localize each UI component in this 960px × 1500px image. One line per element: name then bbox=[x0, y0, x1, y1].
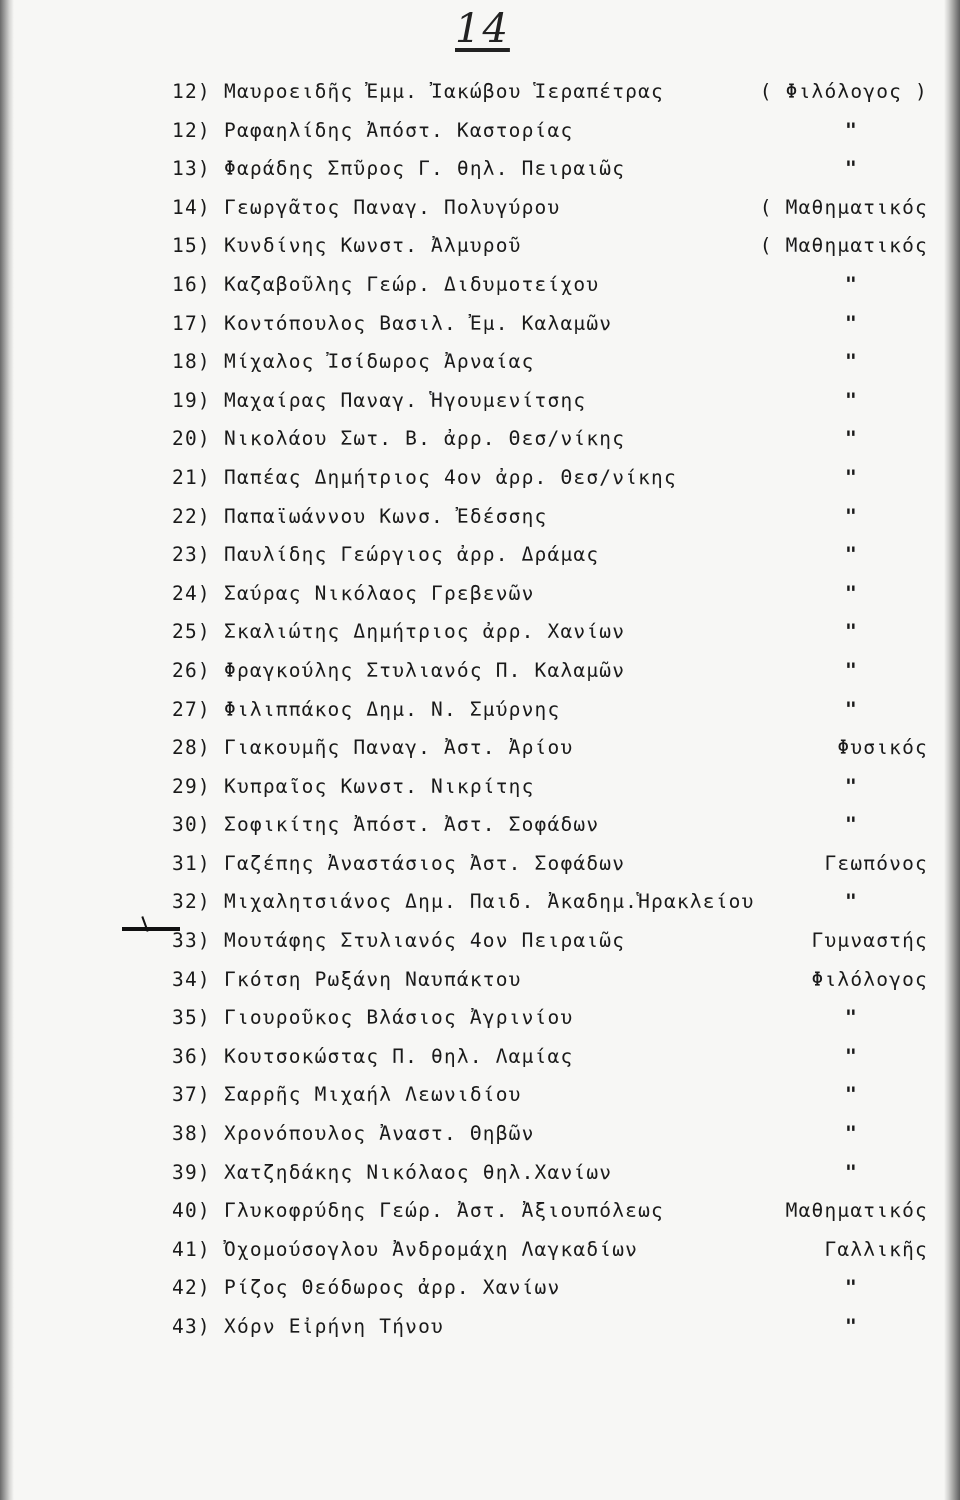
item-specialty: " bbox=[845, 1122, 858, 1146]
item-number: 41) bbox=[172, 1237, 211, 1261]
list-item bbox=[172, 1037, 942, 1076]
item-specialty: " bbox=[845, 774, 858, 798]
item-specialty: Γυμναστής bbox=[811, 929, 928, 953]
item-number: 29) bbox=[172, 774, 211, 798]
page-number: 14 bbox=[455, 6, 510, 52]
item-name-location: Ραφαηλίδης Ἀπόστ. Καστορίας bbox=[224, 118, 574, 142]
item-specialty: " bbox=[845, 890, 858, 914]
list-item bbox=[172, 381, 942, 420]
item-name-location: Κυπραῖος Κωνστ. Νικρίτης bbox=[224, 774, 535, 798]
item-specialty: Γεωπόνος bbox=[824, 851, 928, 875]
list-item bbox=[172, 921, 942, 960]
item-specialty: " bbox=[845, 813, 858, 837]
item-specialty: ( Μαθηματικός bbox=[759, 234, 928, 258]
item-specialty: ( Μαθηματικός bbox=[759, 195, 928, 219]
personnel-list bbox=[172, 72, 942, 1346]
item-name-location: Μίχαλος Ἰσίδωρος Ἀρναίας bbox=[224, 350, 535, 374]
item-number: 31) bbox=[172, 851, 211, 875]
list-item bbox=[172, 1075, 942, 1114]
item-number: 12) bbox=[172, 118, 211, 142]
item-name-location: Χατζηδάκης Νικόλαος θηλ.Χανίων bbox=[224, 1160, 613, 1184]
item-name-location: Σκαλιώτης Δημήτριος ἀρρ. Χανίων bbox=[224, 620, 626, 644]
item-number: 13) bbox=[172, 157, 211, 181]
list-item bbox=[172, 882, 942, 921]
item-specialty: " bbox=[845, 157, 858, 181]
item-name-location: Μιχαλητσιάνος Δημ. Παιδ. Ἀκαδημ.Ἡρακλείου bbox=[224, 890, 755, 914]
item-number: 17) bbox=[172, 311, 211, 335]
item-name-location: Σαρρῆς Μιχαήλ Λεωνιδίου bbox=[224, 1083, 522, 1107]
list-item bbox=[172, 1114, 942, 1153]
scan-edge-left bbox=[0, 0, 14, 1500]
item-specialty: " bbox=[845, 1044, 858, 1068]
list-item bbox=[172, 1153, 942, 1192]
item-specialty: " bbox=[845, 272, 858, 296]
item-specialty: Φιλόλογος bbox=[811, 967, 928, 991]
list-item bbox=[172, 497, 942, 536]
item-specialty: Φυσικός bbox=[837, 736, 928, 760]
item-specialty: " bbox=[845, 581, 858, 605]
item-specialty: " bbox=[845, 388, 858, 412]
list-item bbox=[172, 1230, 942, 1269]
item-name-location: Σοφικίτης Ἀπόστ. Ἀστ. Σοφάδων bbox=[224, 813, 600, 837]
item-name-location: Ρίζος Θεόδωρος ἀρρ. Χανίων bbox=[224, 1276, 561, 1300]
list-item bbox=[172, 728, 942, 767]
list-item bbox=[172, 111, 942, 150]
item-number: 14) bbox=[172, 195, 211, 219]
list-item bbox=[172, 419, 942, 458]
list-item bbox=[172, 574, 942, 613]
list-item bbox=[172, 612, 942, 651]
list-item bbox=[172, 998, 942, 1037]
item-specialty: " bbox=[845, 311, 858, 335]
item-number: 28) bbox=[172, 736, 211, 760]
item-name-location: Μαυροειδῆς Ἐμμ. Ἰακώβου Ἱεραπέτρας bbox=[224, 80, 664, 103]
item-name-location: Νικολάου Σωτ. Β. ἀρρ. Θεσ/νίκης bbox=[224, 427, 626, 451]
list-item bbox=[172, 805, 942, 844]
item-specialty: " bbox=[845, 427, 858, 451]
item-specialty: " bbox=[845, 504, 858, 528]
item-specialty: " bbox=[845, 1315, 858, 1338]
item-number: 23) bbox=[172, 543, 211, 567]
item-name-location: Κουτσοκώστας Π. θηλ. Λαμίας bbox=[224, 1044, 574, 1068]
list-item bbox=[172, 1191, 942, 1230]
item-specialty: " bbox=[845, 118, 858, 142]
item-specialty: ( Φιλόλογος ) bbox=[759, 80, 928, 103]
list-item bbox=[172, 767, 942, 806]
item-name-location: Παπαϊωάννου Κωνσ. Ἐδέσσης bbox=[224, 504, 548, 528]
list-item bbox=[172, 535, 942, 574]
item-name-location: Παπέας Δημήτριος 4ον ἀρρ. Θεσ/νίκης bbox=[224, 465, 677, 489]
list-item bbox=[172, 72, 942, 111]
item-number: 35) bbox=[172, 1006, 211, 1030]
item-number: 37) bbox=[172, 1083, 211, 1107]
item-name-location: Γιουροῦκος Βλάσιος Ἀγρινίου bbox=[224, 1006, 574, 1030]
item-number: 20) bbox=[172, 427, 211, 451]
item-number: 40) bbox=[172, 1199, 211, 1223]
item-name-location: Σαύρας Νικόλαος Γρεβενῶν bbox=[224, 581, 535, 605]
list-item bbox=[172, 844, 942, 883]
item-number: 12) bbox=[172, 80, 211, 103]
item-number: 32) bbox=[172, 890, 211, 914]
item-number: 25) bbox=[172, 620, 211, 644]
item-number: 30) bbox=[172, 813, 211, 837]
item-name-location: Γιακουμῆς Παναγ. Ἀστ. Ἀρίου bbox=[224, 736, 574, 760]
item-number: 26) bbox=[172, 658, 211, 682]
item-specialty: " bbox=[845, 1160, 858, 1184]
item-name-location: Φραγκούλης Στυλιανός Π. Καλαμῶν bbox=[224, 658, 626, 682]
item-name-location: Ὀχομούσογλου Ἀνδρομάχη Λαγκαδίων bbox=[224, 1237, 639, 1261]
list-item bbox=[172, 149, 942, 188]
item-number: 42) bbox=[172, 1276, 211, 1300]
list-item bbox=[172, 188, 942, 227]
list-item bbox=[172, 304, 942, 343]
item-specialty: " bbox=[845, 543, 858, 567]
list-item bbox=[172, 458, 942, 497]
item-specialty: " bbox=[845, 1006, 858, 1030]
list-item bbox=[172, 651, 942, 690]
item-specialty: " bbox=[845, 1083, 858, 1107]
item-name-location: Καζαβοῦλης Γεώρ. Διδυμοτείχου bbox=[224, 272, 600, 296]
item-number: 21) bbox=[172, 465, 211, 489]
item-name-location: Κοντόπουλος Βασιλ. Ἐμ. Καλαμῶν bbox=[224, 311, 613, 335]
item-number: 18) bbox=[172, 350, 211, 374]
item-number: 24) bbox=[172, 581, 211, 605]
item-name-location: Φιλιππάκος Δημ. Ν. Σμύρνης bbox=[224, 697, 561, 721]
item-number: 38) bbox=[172, 1122, 211, 1146]
list-item bbox=[172, 960, 942, 999]
item-name-location: Μαχαίρας Παναγ. Ἡγουμενίτσης bbox=[224, 388, 587, 412]
list-item bbox=[172, 1307, 942, 1346]
item-specialty: " bbox=[845, 620, 858, 644]
item-specialty: Μαθηματικός bbox=[785, 1199, 928, 1223]
item-name-location: Παυλίδης Γεώργιος ἀρρ. Δράμας bbox=[224, 543, 600, 567]
list-item bbox=[172, 690, 942, 729]
item-number: 27) bbox=[172, 697, 211, 721]
item-name-location: Γαζέπης Ἀναστάσιος Ἀστ. Σοφάδων bbox=[224, 851, 626, 875]
item-name-location: Μουτάφης Στυλιανός 4ον Πειραιῶς bbox=[224, 929, 626, 953]
list-item bbox=[172, 226, 942, 265]
item-number: 34) bbox=[172, 967, 211, 991]
list-item bbox=[172, 342, 942, 381]
item-number: 22) bbox=[172, 504, 211, 528]
item-number: 19) bbox=[172, 388, 211, 412]
item-name-location: Κυνδίνης Κωνστ. Ἀλμυροῦ bbox=[224, 234, 522, 258]
item-name-location: Γκότση Ρωξάνη Ναυπάκτου bbox=[224, 967, 522, 991]
item-number: 33) bbox=[172, 929, 211, 953]
item-specialty: " bbox=[845, 350, 858, 374]
item-specialty: " bbox=[845, 697, 858, 721]
scan-edge-right bbox=[944, 0, 960, 1500]
item-specialty: " bbox=[845, 465, 858, 489]
item-name-location: Γλυκοφρύδης Γεώρ. Ἀστ. Ἀξιουπόλεως bbox=[224, 1199, 664, 1223]
item-number: 36) bbox=[172, 1044, 211, 1068]
item-number: 39) bbox=[172, 1160, 211, 1184]
item-number: 43) bbox=[172, 1315, 211, 1338]
item-specialty: Γαλλικῆς bbox=[824, 1237, 928, 1261]
item-number: 16) bbox=[172, 272, 211, 296]
item-specialty: " bbox=[845, 658, 858, 682]
item-number: 15) bbox=[172, 234, 211, 258]
item-name-location: Χρονόπουλος Ἀναστ. Θηβῶν bbox=[224, 1122, 535, 1146]
item-specialty: " bbox=[845, 1276, 858, 1300]
list-item bbox=[172, 1268, 942, 1307]
item-name-location: Γεωργᾶτος Παναγ. Πολυγύρου bbox=[224, 195, 561, 219]
list-item bbox=[172, 265, 942, 304]
item-name-location: Φαράδης Σπῦρος Γ. θηλ. Πειραιῶς bbox=[224, 157, 626, 181]
item-name-location: Χόρν Εἰρήνη Τήνου bbox=[224, 1315, 444, 1338]
